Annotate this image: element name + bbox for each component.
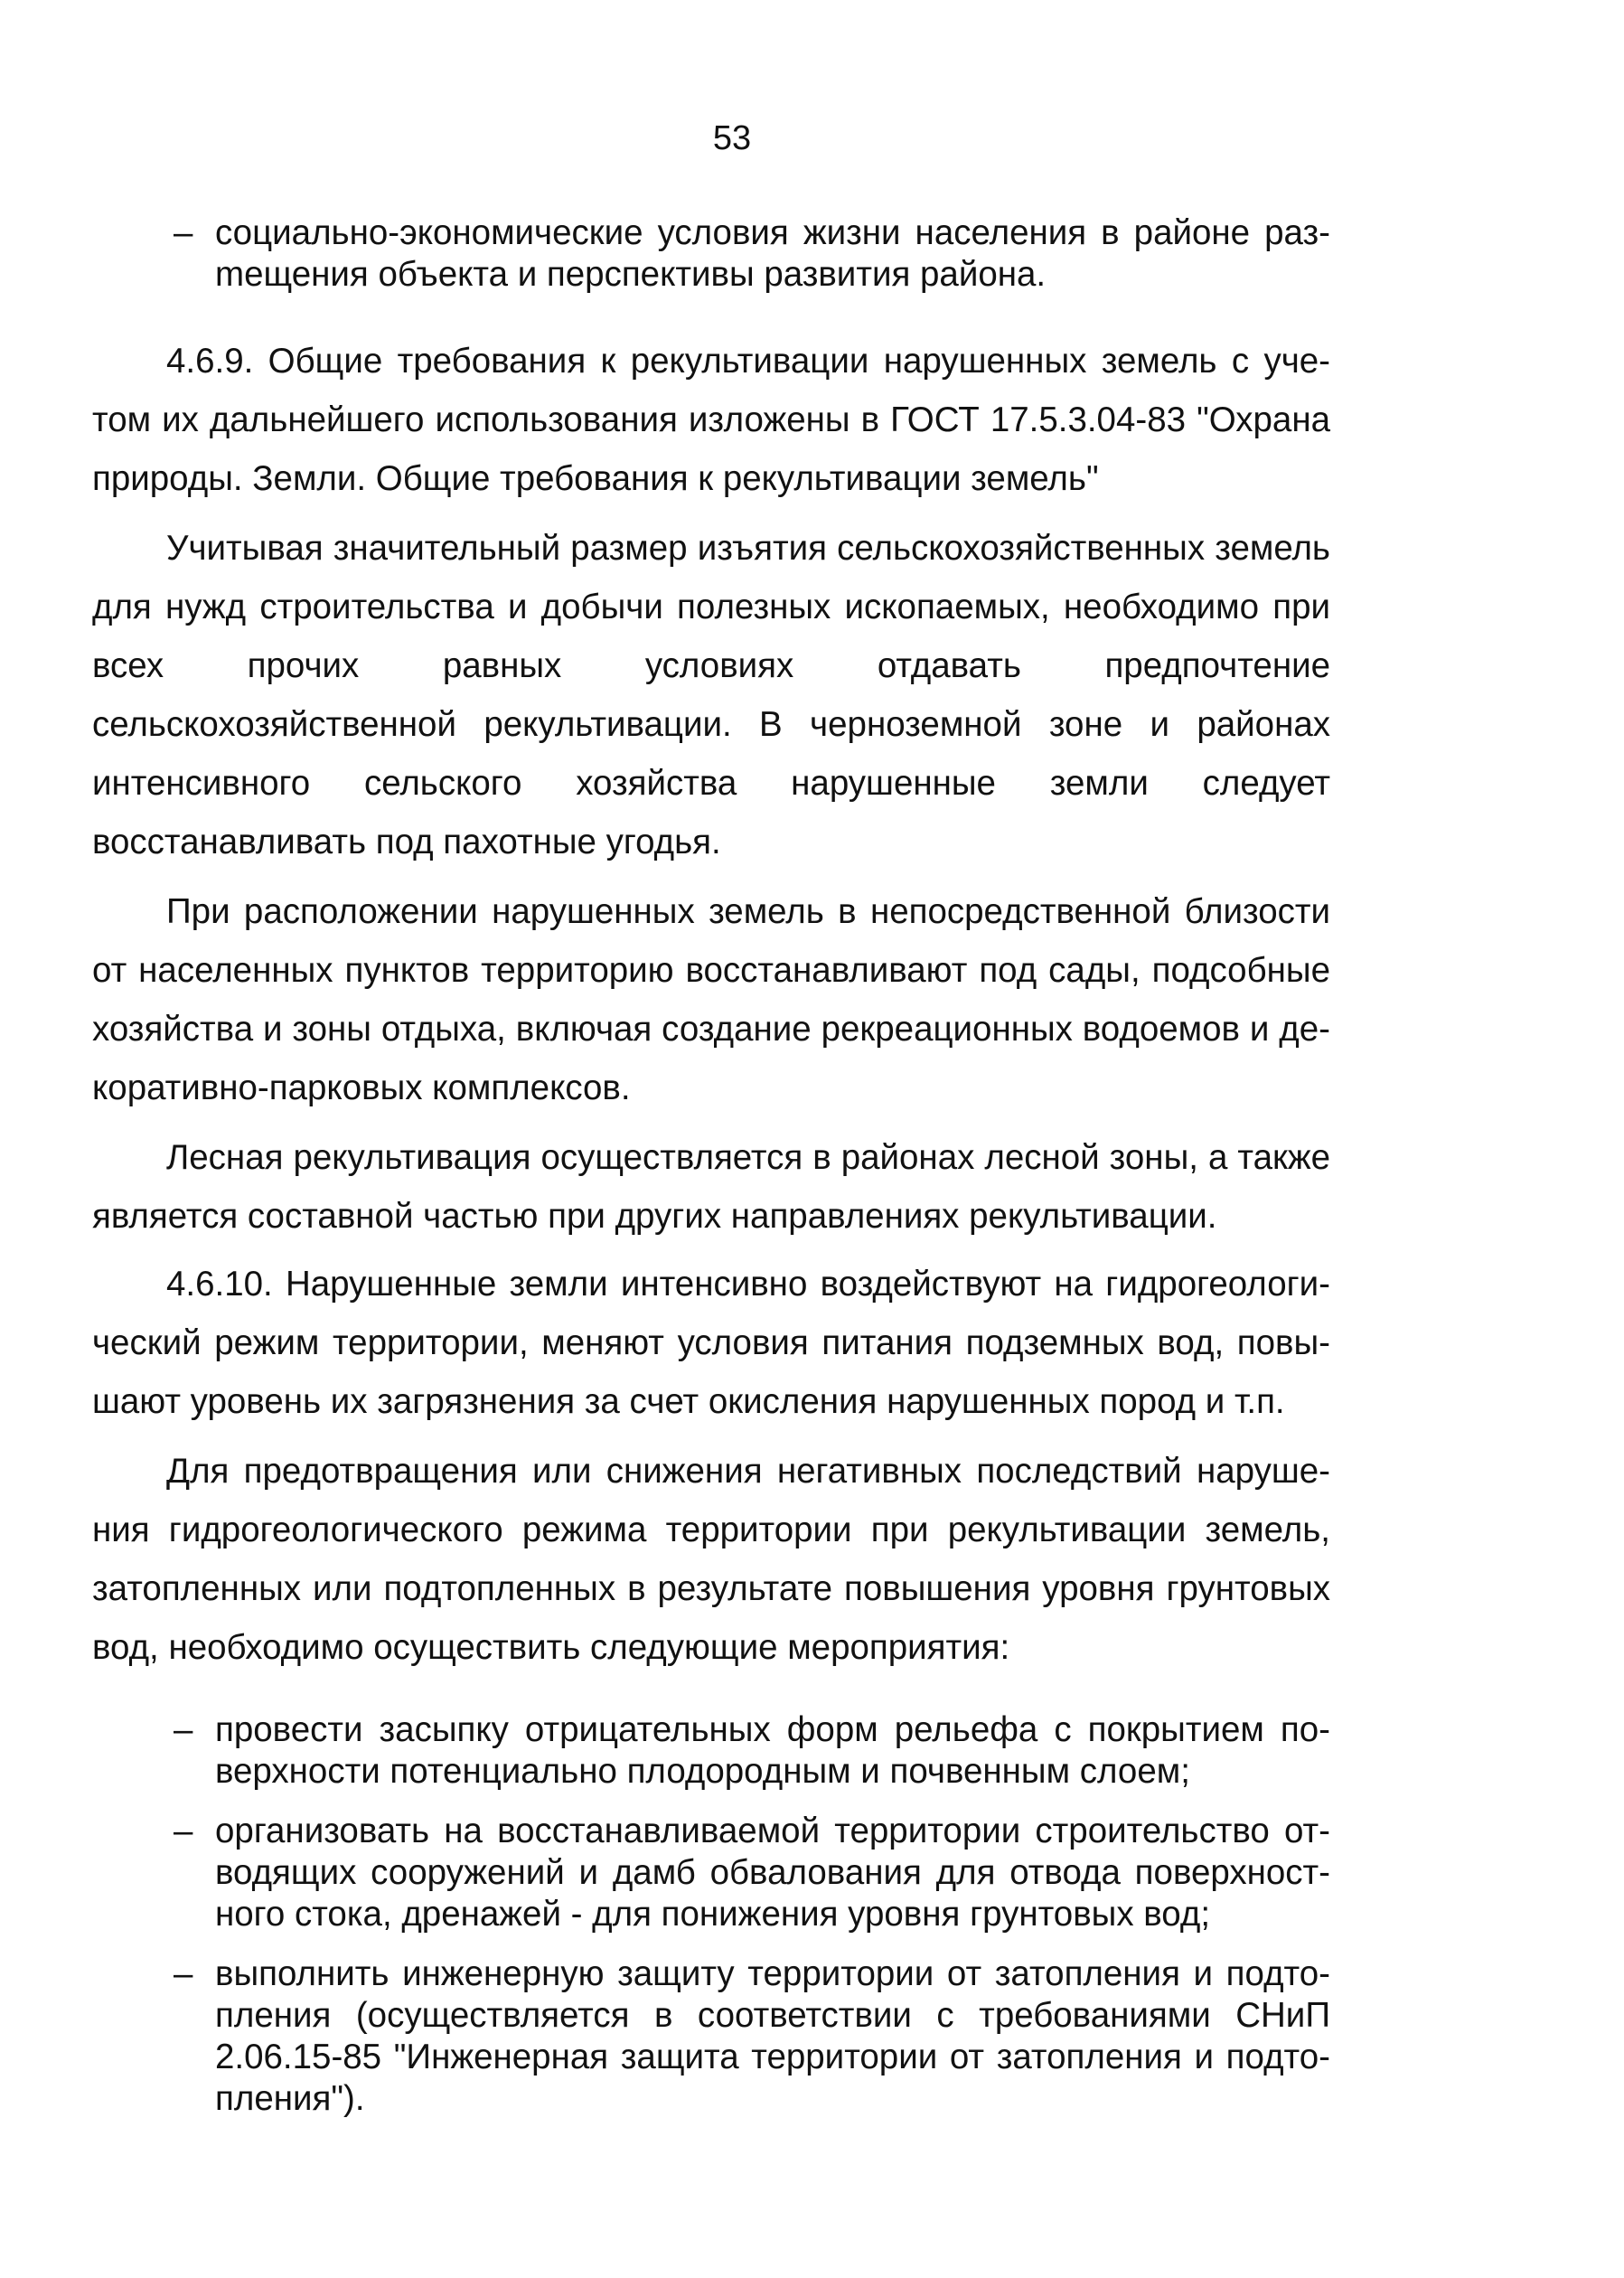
list-item — [92, 212, 1330, 296]
bullet-dash: – — [174, 1954, 193, 1993]
bullet-text: социально-экономические условия жизни населения в районе разmещения объекта и перспективы развития района. — [215, 213, 1330, 294]
paragraph: Учитывая значительный размер изъятия сельскохозяйственных земель для нужд строительства и добычи полезных ископаемых, необходимо при всех прочих равных условиях отдавать предпочтение сельскохозяйственной рекультивации. В черноземной зоне и районах интенсивного сельского хозяйства нарушенные земли следует восстанавливать под пахотные угодья. — [92, 529, 1330, 861]
paragraph-4-6-10: 4.6.10. Нарушенные земли интенсивно воздействуют на гидрогеологический режим территории, меняют условия питания подземных вод, повышают уровень их загрязнения за счет окисления нарушенных пород и т.п. — [92, 1265, 1330, 1421]
bullet-dash: – — [174, 1710, 193, 1749]
bullet-text: провести засыпку отрицательных форм рельефа с покрытием поверхности потенциально плодородным и почвенным слоем; — [215, 1710, 1330, 1791]
page-number: 53 — [712, 119, 752, 157]
bullet-dash: – — [174, 1812, 193, 1850]
list-item — [92, 1709, 1330, 1793]
paragraph-4-6-9: 4.6.9. Общие требования к рекультивации нарушенных земель с учетом их дальнейшего использования изложены в ГОСТ 17.5.3.04-83 "Охрана природы. Земли. Общие требования к рекультивации земель" — [92, 342, 1330, 498]
bullet-text: организовать на восстанавливаемой территории строительство отводящих сооружений и дамб обвалования для отвода поверхностного стока, дренажей - для понижения уровня грунтовых вод; — [215, 1812, 1330, 1934]
document-body — [92, 212, 1330, 2120]
paragraph: Лесная рекультивация осуществляется в районах лесной зоны, а также является составной частью при других направлениях рекультивации. — [92, 1138, 1330, 1236]
list-item — [92, 1811, 1330, 1935]
paragraph: При расположении нарушенных земель в непосредственной близости от населенных пунктов территорию восстанавливают под сады, подсобные хозяйства и зоны отдыха, включая создание рекреационных водоемов и декоративно-парковых комплексов. — [92, 892, 1330, 1107]
paragraph: Для предотвращения или снижения негативных последствий нарушения гидрогеологического режима территории при рекультивации земель, затопленных или подтопленных в результате повышения уровня грунтовых вод, необходимо осуществить следующие мероприятия: — [92, 1452, 1330, 1667]
measures-list — [92, 1709, 1330, 2120]
list-item — [92, 1953, 1330, 2120]
bullet-text: выполнить инженерную защиту территории от затопления и подтопления (осуществляется в соответствии с требованиями СНиП 2.06.15-85 "Инженерная защита территории от затопления и подтопления"). — [215, 1954, 1330, 2118]
bullet-dash: – — [174, 213, 193, 252]
